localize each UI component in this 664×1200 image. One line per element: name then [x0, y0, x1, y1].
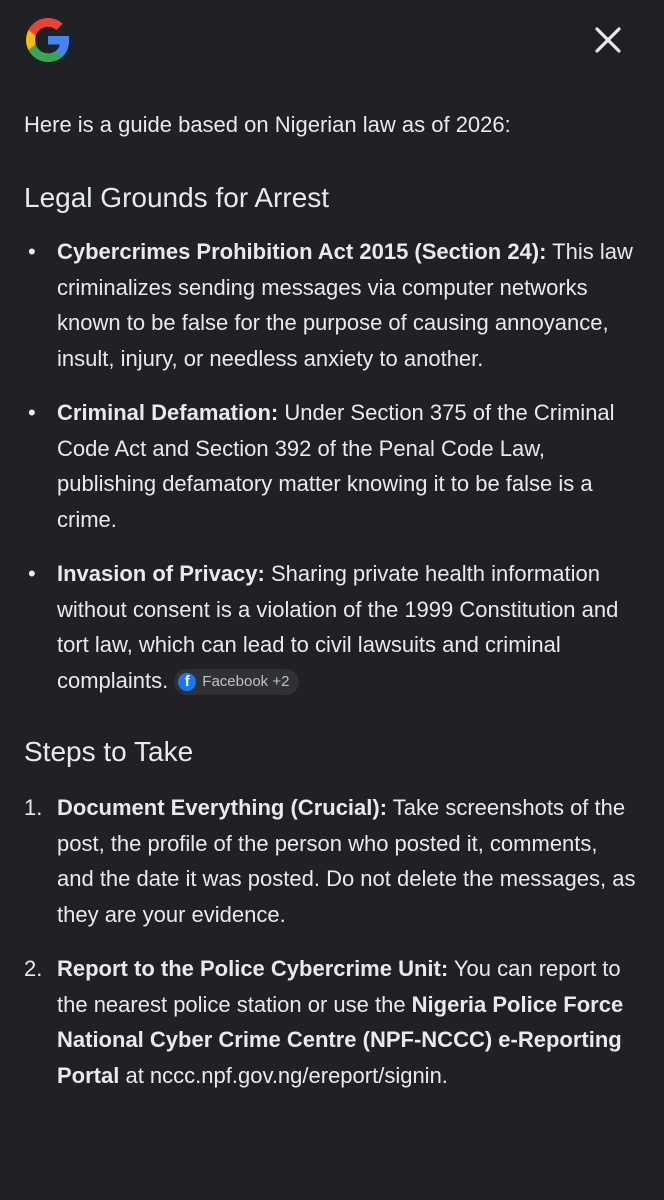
top-bar — [0, 0, 664, 84]
legal-grounds-list — [24, 234, 640, 698]
item-text: Take screenshots of the post, the profile of the person who posted it, comments, and the date it was posted. Do not delete the messages, as they are your evidence. — [57, 795, 636, 927]
intro-text: Here is a guide based on Nigerian law as of 2026: — [24, 112, 511, 137]
steps-heading: Steps to Take — [24, 736, 194, 767]
item-title: Document Everything (Crucial): — [57, 795, 388, 820]
item-text: You can report to the nearest police station or use the — [57, 956, 621, 1017]
source-chip[interactable] — [174, 669, 299, 695]
close-icon[interactable] — [588, 20, 628, 60]
item-title: Cybercrimes Prohibition Act 2015 (Section 24): — [57, 239, 547, 264]
list-item — [24, 790, 640, 932]
step-number: 1. — [24, 795, 43, 820]
legal-grounds-heading: Legal Grounds for Arrest — [24, 182, 330, 213]
item-title: Report to the Police Cybercrime Unit: — [57, 956, 449, 981]
bullet: • — [28, 561, 36, 586]
source-chip-label: Facebook +2 — [202, 672, 290, 690]
answer-content — [24, 108, 640, 1112]
item-text: This law criminalizes sending messages via computer networks known to be false for the purpose of causing annoyance, insult, injury, or needless anxiety to another. — [57, 239, 633, 371]
bullet: • — [28, 400, 36, 425]
bullet: • — [28, 239, 36, 264]
list-item — [24, 556, 640, 698]
list-item — [24, 395, 640, 537]
google-g-icon[interactable] — [24, 16, 72, 64]
list-item — [24, 234, 640, 376]
portal-name: Nigeria Police Force National Cyber Crime Centre (NPF-NCCC) e-Reporting Portal — [57, 991, 624, 1088]
portal-url-text: at nccc.npf.gov.ng/ereport/signin. — [119, 1062, 448, 1088]
item-text: Sharing private health information without consent is a violation of the 1999 Constitution and tort law, which can lead to civil lawsuits and criminal complaints. — [57, 561, 619, 693]
steps-list — [24, 790, 640, 1093]
step-number: 2. — [24, 956, 43, 981]
item-title: Invasion of Privacy: — [57, 561, 265, 586]
list-item — [24, 951, 640, 1093]
item-title: Criminal Defamation: — [57, 400, 279, 425]
item-text: Under Section 375 of the Criminal Code Act and Section 392 of the Penal Code Law, publishing defamatory matter knowing it to be false is a crime. — [57, 400, 615, 532]
facebook-icon: f — [178, 673, 196, 691]
